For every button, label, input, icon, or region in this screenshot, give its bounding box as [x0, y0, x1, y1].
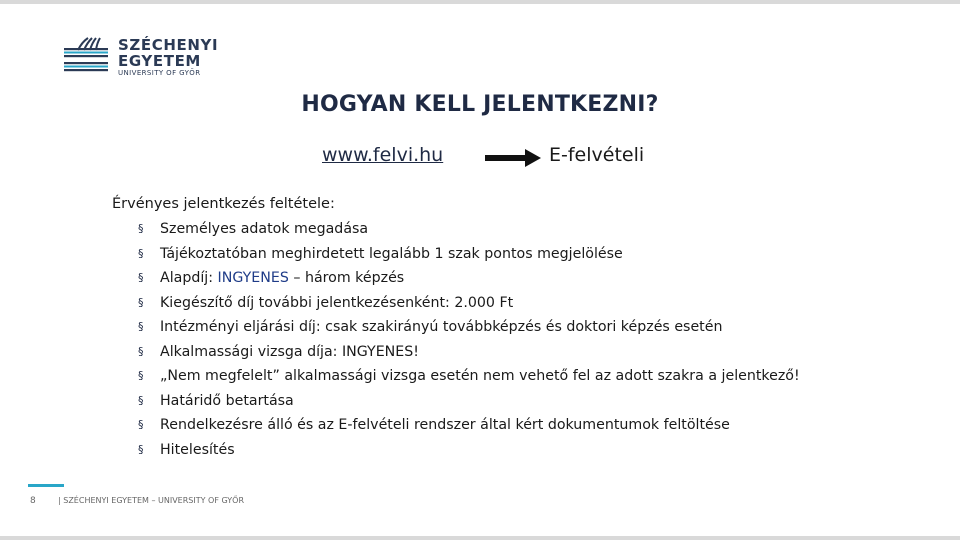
felvi-link[interactable]: www.felvi.hu [322, 144, 444, 166]
requirement-item [138, 366, 800, 391]
bullet-icon: § [138, 344, 144, 358]
requirement-text: Hitelesítés [160, 441, 235, 458]
bullet-icon: § [138, 393, 144, 407]
requirement-text: Személyes adatok megadása [160, 221, 369, 237]
requirement-text: „Nem megfelelt” alkalmassági vizsga esetén nem vehető fel az adott szakra a jelentkező! [160, 368, 800, 384]
requirement-item [138, 342, 800, 367]
bullet-icon: § [138, 246, 144, 260]
top-border [0, 0, 960, 4]
requirements-heading: Érvényes jelentkezés feltétele: [112, 196, 335, 212]
logo-name-line2: EGYETEM [118, 52, 201, 70]
bullet-icon: § [138, 271, 144, 284]
requirement-text: Rendelkezésre álló és az E-felvételi rendszer által kért dokumentumok feltöltése [160, 417, 730, 433]
requirement-item [138, 219, 800, 244]
requirements-list [138, 219, 800, 464]
bullet-icon: § [138, 320, 144, 333]
requirement-text: Alkalmassági vizsga díja: INGYENES! [160, 343, 419, 360]
requirement-text: – három képzés [288, 270, 405, 286]
logo-name-line1: SZÉCHENYI [118, 36, 219, 54]
requirement-text: Határidő betartása [160, 392, 294, 409]
requirement-text: Intézményi eljárási díj: csak szakirányú továbbképzés és doktori képzés esetén [160, 319, 723, 335]
requirement-text: Alapdíj: [160, 270, 218, 286]
requirement-item [138, 268, 800, 293]
footer-accent-line [28, 484, 64, 487]
requirement-item [138, 293, 800, 318]
logo-subtitle: UNIVERSITY OF GYŐR [118, 69, 201, 77]
slide-title-text: HOGYAN KELL JELENTKEZNI? [301, 92, 659, 117]
page-number: 8 [30, 496, 36, 506]
bullet-icon: § [138, 369, 144, 382]
requirement-text: Tájékoztatóban meghirdetett legalább 1 szak pontos megjelölése [160, 245, 623, 262]
university-emblem-icon [64, 36, 112, 78]
bullet-icon: § [138, 418, 144, 431]
requirement-item [138, 244, 800, 269]
arrow-right-icon [485, 148, 541, 168]
bullet-icon: § [138, 295, 144, 309]
slide-title [0, 92, 960, 117]
requirement-item [138, 391, 800, 416]
footer-text: | SZÉCHENYI EGYETEM – UNIVERSITY OF GYŐR [58, 496, 245, 505]
bullet-icon: § [138, 222, 144, 235]
requirement-item [138, 440, 800, 465]
e-felveteli-label: E-felvételi [549, 144, 645, 166]
bullet-icon: § [138, 442, 144, 456]
requirement-highlight: INGYENES [217, 270, 289, 286]
bottom-border [0, 536, 960, 540]
requirement-item [138, 317, 800, 342]
requirement-text: Kiegészítő díj további jelentkezésenként: 2.000 Ft [160, 294, 514, 311]
requirement-item [138, 415, 800, 440]
